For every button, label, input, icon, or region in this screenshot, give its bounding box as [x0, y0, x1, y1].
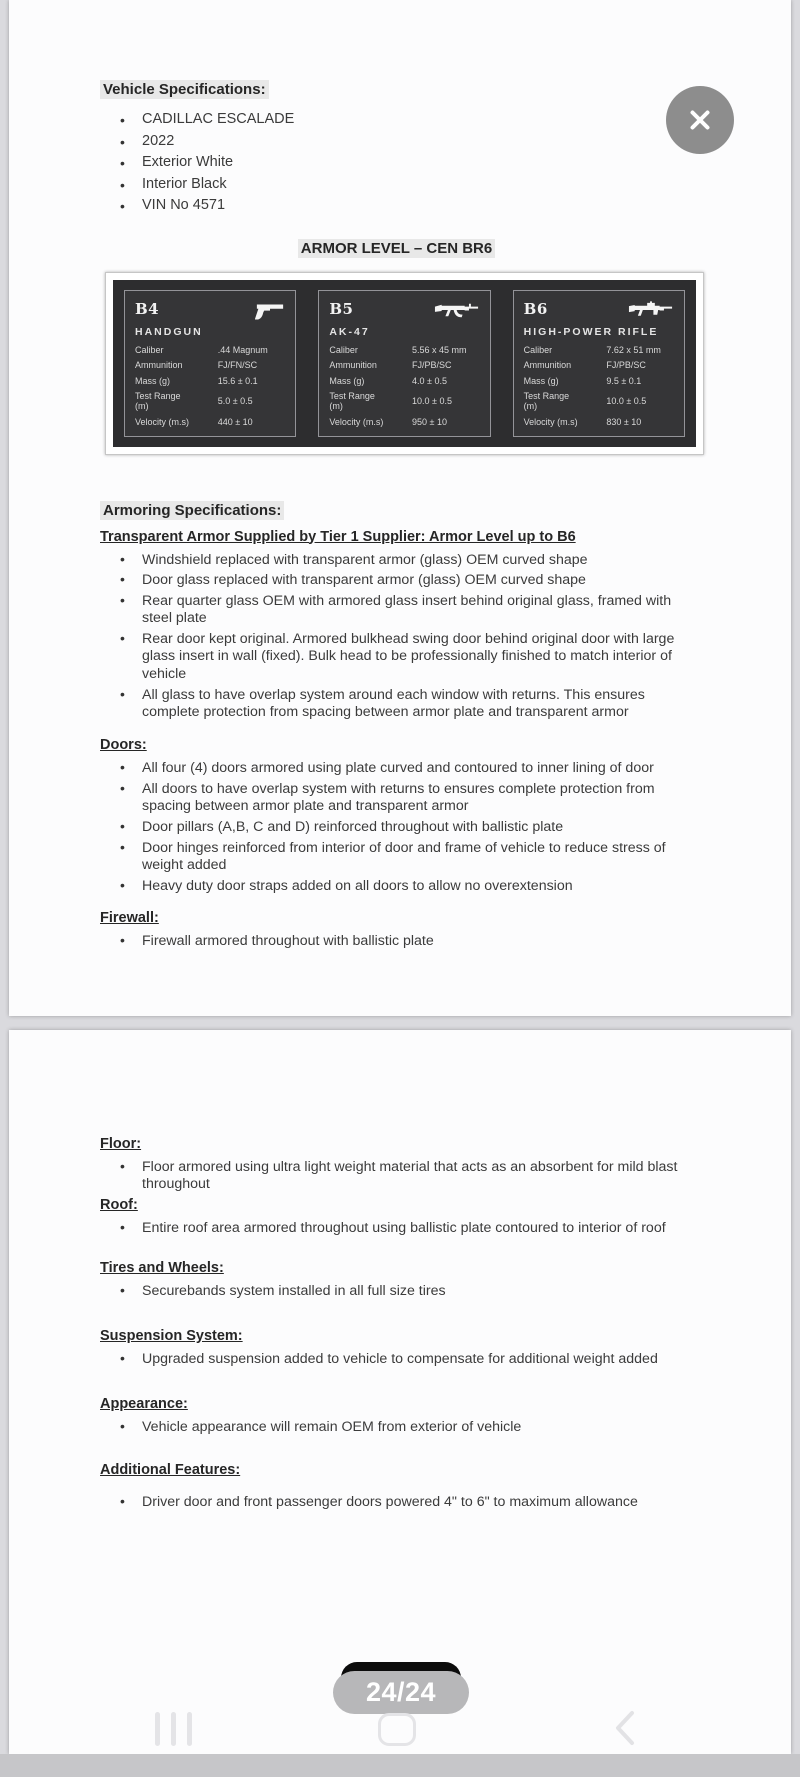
armor-panel-b5: [318, 290, 490, 437]
spec-value: 440 ± 10: [217, 416, 253, 427]
list-item: • Driver door and front passenger doors powered 4" to 6" to maximum allowance: [100, 1494, 693, 1511]
back-button[interactable]: [612, 1710, 636, 1749]
home-button[interactable]: [378, 1713, 416, 1746]
ak47-icon: [434, 301, 480, 319]
section-title-tires: Tires and Wheels:: [100, 1260, 224, 1277]
spec-value: 950 ± 10: [412, 416, 447, 427]
list-item: • Heavy duty door straps added on all doors to allow no overextension: [100, 878, 693, 895]
armor-code: B5: [329, 299, 354, 318]
list-item: • All glass to have overlap system around each window with returns. This ensures complete protection from spacing between armor plate and transparent armor: [100, 687, 693, 722]
list-item: • Exterior White: [100, 152, 693, 174]
armor-panel-b6: [513, 290, 685, 437]
spec-label: Test Range (m): [135, 391, 181, 411]
recents-icon: [155, 1712, 160, 1746]
section-title-appearance: Appearance:: [100, 1395, 188, 1412]
weapon-name: HIGH-POWER RIFLE: [523, 325, 659, 338]
armor-code: B6: [523, 299, 548, 318]
list-item: • Interior Black: [100, 174, 693, 196]
spec-label: Ammunition: [523, 360, 572, 370]
spec-label: Test Range (m): [329, 391, 375, 411]
doors-list: [100, 760, 693, 895]
armor-code: B4: [135, 299, 160, 318]
armor-panel-b4: [124, 290, 296, 437]
section-title-roof: Roof:: [100, 1197, 138, 1214]
spec-rows: [524, 345, 674, 427]
spec-value: FJ/FN/SC: [217, 360, 258, 370]
armor-level-table: [105, 272, 704, 455]
spec-value: 5.0 ± 0.5: [217, 396, 253, 406]
spec-label: Ammunition: [135, 360, 183, 370]
spec-label: Test Range (m): [523, 391, 570, 411]
list-item: • Door glass replaced with transparent armor (glass) OEM curved shape: [100, 572, 693, 589]
list-item: • Floor armored using ultra light weight material that acts as an absorbent for mild blast throughout: [100, 1159, 693, 1194]
transparent-armor-list: [100, 552, 693, 722]
page-indicator-text: 24/24: [365, 1677, 437, 1707]
section-title-floor: Floor:: [100, 1136, 142, 1152]
document-page-2: [9, 1030, 791, 1754]
spec-value: 5.56 x 45 mm: [412, 344, 467, 355]
spec-value: 9.5 ± 0.1: [606, 375, 642, 386]
list-item: • Door pillars (A,B, C and D) reinforced throughout with ballistic plate: [100, 819, 693, 836]
list-item: • Firewall armored throughout with ballistic plate: [100, 933, 693, 950]
armor-level-heading: ARMOR LEVEL – CEN BR6: [298, 239, 495, 258]
spec-label: Mass (g): [329, 375, 365, 386]
bottom-bar: [0, 1754, 800, 1777]
spec-rows: [135, 345, 285, 427]
spec-value: 15.6 ± 0.1: [217, 375, 258, 386]
section-title-suspension: Suspension System:: [100, 1327, 243, 1344]
spec-value: .44 Magnum: [217, 344, 268, 355]
list-item: • Rear quarter glass OEM with armored glass insert behind original glass, framed with steel plate: [100, 593, 693, 628]
vehicle-specs-heading: Vehicle Specifications:: [100, 80, 269, 99]
list-item: • Rear door kept original. Armored bulkhead swing door behind original door with large glass insert in wall (fixed). Bulk head to be professionally finished to match interior of vehicle: [100, 631, 693, 683]
list-item: • Upgraded suspension added to vehicle to compensate for additional weight added: [100, 1351, 693, 1368]
list-item: • All four (4) doors armored using plate curved and contoured to inner lining of door: [100, 760, 693, 777]
section-title-firewall: Firewall:: [100, 910, 159, 927]
home-icon: [378, 1713, 416, 1746]
spec-value: 7.62 x 51 mm: [606, 344, 661, 355]
list-item: • Door hinges reinforced from interior of door and frame of vehicle to reduce stress of weight added: [100, 840, 693, 875]
section-title-doors: Doors:: [100, 737, 147, 754]
recents-button[interactable]: [155, 1712, 192, 1746]
armor-level-table-inner: [113, 280, 696, 447]
list-item: • Securebands system installed in all full size tires: [100, 1283, 693, 1300]
weapon-name: HANDGUN: [135, 325, 203, 338]
spec-value: 830 ± 10: [606, 416, 642, 427]
section-title-additional-features: Additional Features:: [100, 1462, 241, 1479]
additional-features-list: [100, 1494, 693, 1511]
list-item: • Windshield replaced with transparent armor (glass) OEM curved shape: [100, 552, 693, 569]
spec-label: Velocity (m.s): [135, 416, 190, 427]
list-item: • Entire roof area armored throughout using ballistic plate contoured to interior of roof: [100, 1220, 693, 1237]
spec-label: Velocity (m.s): [329, 416, 384, 427]
roof-list: [100, 1220, 693, 1237]
armoring-specs-heading: Armoring Specifications:: [100, 501, 284, 520]
page-2-content: [9, 1030, 791, 1512]
spec-value: 4.0 ± 0.5: [412, 375, 447, 386]
suspension-list: [100, 1351, 693, 1368]
spec-label: Caliber: [135, 344, 164, 355]
spec-value: 10.0 ± 0.5: [412, 396, 452, 406]
spec-value: FJ/PB/SC: [606, 360, 646, 370]
list-item: • All doors to have overlap system with returns to ensures complete protection from spacing between armor plate and transparent armor: [100, 781, 693, 816]
spec-label: Mass (g): [523, 375, 559, 386]
section-title-transparent-armor: Transparent Armor Supplied by Tier 1 Supplier: Armor Level up to B6: [100, 528, 576, 545]
spec-label: Mass (g): [135, 375, 171, 386]
list-item: • VIN No 4571: [100, 195, 693, 217]
list-item: • 2022: [100, 131, 693, 153]
back-icon: [612, 1710, 636, 1746]
floor-list: [100, 1159, 693, 1194]
pistol-icon: [255, 301, 285, 321]
spec-label: Caliber: [523, 344, 553, 355]
spec-value: FJ/PB/SC: [412, 360, 452, 370]
firewall-list: [100, 933, 693, 950]
document-page-1: [9, 0, 791, 1016]
vehicle-specs-list: [100, 109, 693, 217]
spec-label: Velocity (m.s): [523, 416, 578, 427]
weapon-name: AK-47: [329, 325, 370, 338]
spec-label: Ammunition: [329, 360, 377, 370]
tires-list: [100, 1283, 693, 1300]
appearance-list: [100, 1419, 693, 1436]
spec-rows: [329, 345, 479, 427]
close-button[interactable]: [666, 86, 734, 154]
list-item: • Vehicle appearance will remain OEM from exterior of vehicle: [100, 1419, 693, 1436]
spec-value: 10.0 ± 0.5: [606, 396, 647, 406]
armoring-content: [9, 501, 791, 951]
spec-label: Caliber: [329, 344, 358, 355]
page-indicator-pill[interactable]: [333, 1671, 469, 1714]
rifle-icon: [628, 301, 674, 319]
close-icon: [685, 105, 715, 135]
list-item: • CADILLAC ESCALADE: [100, 109, 693, 131]
